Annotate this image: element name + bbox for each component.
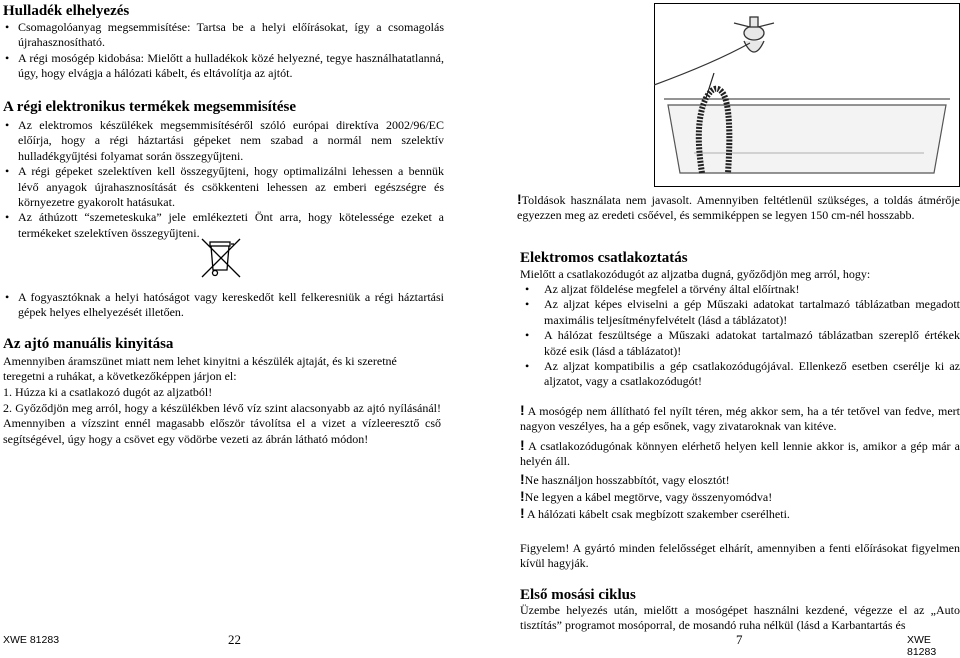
- warning-extension: !Ne használjon hosszabbítót, vagy elosztót!: [520, 471, 730, 487]
- warning-icon: !: [520, 488, 525, 504]
- page-number: 22: [228, 632, 241, 647]
- electric-intro: Mielőtt a csatlakozódugót az aljzatba dugná, győződjön meg arról, hogy:: [520, 267, 871, 281]
- electric-list: [522, 282, 960, 390]
- electric-title: Elektromos csatlakoztatás: [520, 250, 688, 266]
- crossed-bin-icon: [198, 236, 244, 280]
- warning-icon: !: [520, 402, 525, 418]
- list-item: • Csomagolóanyag megsemmisítése: Tartsa be a helyi előírásokat, így a csomagolás újrahasznosítható.: [2, 20, 444, 51]
- list-item: • A régi mosógép kidobása: Mielőtt a hulladékok közé helyezné, tegye használhatatlanná, úgy, hogy elvágja a hálózati kábelt, és eltávolítja az ajtót.: [2, 51, 444, 82]
- waste-list: [2, 20, 444, 82]
- weee-title: A régi elektronikus termékek megsemmisítése: [3, 99, 296, 115]
- warning-icon: !: [520, 437, 525, 453]
- list-item: • Az áthúzott “szemeteskuka” jele emlékezteti Önt arra, hogy kötelessége ezeket a termékeket szelektíven összegyűjteni.: [2, 210, 444, 241]
- first-wash-title: Első mosási ciklus: [520, 587, 636, 603]
- footer-model: XWE 81283: [907, 634, 937, 658]
- door-step-2: 2. Győződjön meg arról, hogy a készülékben lévő víz szint alacsonyabb az ajtó nyílásánál! Amennyiben a vízszint ennél magasabb először távolítsa el a vizet a vízleeresztő cső segítségével, úgy hogy a csövet egy vödörbe vezeti az ábrán látható módon!: [3, 401, 441, 446]
- page-number: 7: [736, 632, 743, 647]
- consumer-list: [2, 290, 444, 321]
- warning-icon: !: [520, 505, 525, 521]
- warning-cable: !Ne legyen a kábel megtörve, vagy összenyomódva!: [520, 488, 773, 504]
- warning-plug-access: ! A csatlakozódugónak könnyen elérhető helyen kell lennie akkor is, amikor a gép már a helyén áll.: [520, 437, 960, 469]
- notice: Figyelem! A gyártó minden felelősséget elhárít, amennyiben a fenti előírásokat figyelmen kívül hagyják.: [520, 541, 960, 571]
- list-item: • Az elektromos készülékek megsemmisítéséről szóló európai direktíva 2002/96/EC előírja, hogy a régi háztartási gépeket nem szabad a normál nem szelektív hulladékgyűjtési folyamat során összegyűjteni.: [2, 118, 444, 164]
- list-item: • A hálózat feszültsége a Műszaki adatokat tartalmazó táblázatban szereplő értékek közé esik (lásd a táblázatot)!: [522, 328, 960, 359]
- first-wash-text: Üzembe helyezés után, mielőtt a mosógépet használni kezdené, végezze el az „Auto tisztítás” programot mosóporral, de mosandó ruha nélkül (lásd a Karbantartás és: [520, 603, 960, 633]
- warning-outdoor: ! A mosógép nem állítható fel nyílt téren, még akkor sem, ha a tér tetővel van fedve, mert nagyon veszélyes, ha a gép esőnek, vagy zivataroknak van kitéve.: [520, 402, 960, 434]
- door-intro: Amennyiben áramszünet miatt nem lehet kinyitni a készülék ajtaját, és ki szeretné teregetni a ruhákat, a következőképpen járjon el:: [3, 354, 397, 384]
- hose-warning: !Toldások használata nem javasolt. Amennyiben feltétlenül szükséges, a toldás átmérője egyezzen meg az eredeti csőével, és semmiképpen se legyen 150 cm-nél hosszabb.: [517, 191, 960, 223]
- drain-hose-illustration: [654, 3, 960, 187]
- list-item: • Az aljzat képes elviselni a gép Műszaki adatokat tartalmazó táblázatban megadott maximális teljesítményfelvételt (lásd a táblázatot)!: [522, 297, 960, 328]
- waste-title: Hulladék elhelyezés: [3, 3, 130, 19]
- door-step-1: 1. Húzza ki a csatlakozó dugót az aljzatból!: [3, 385, 213, 399]
- list-item: • A fogyasztóknak a helyi hatóságot vagy kereskedőt kell felkeresniük a régi háztartási gépek helyes elhelyezését illetően.: [2, 290, 444, 321]
- footer-model: XWE 81283: [3, 634, 60, 646]
- list-item: • A régi gépeket szelektíven kell összegyűjteni, hogy optimalizálni lehessen a bennük lévő anyagok újrahasznosítását és csökkenteni lehessen az emberi egészségre és környezetre gyakorolt hatásukat.: [2, 164, 444, 210]
- weee-list: [2, 118, 444, 241]
- warning-replace: ! A hálózati kábelt csak megbízott szakember cserélheti.: [520, 505, 790, 521]
- list-item: • Az aljzat kompatibilis a gép csatlakozódugójával. Ellenkező esetben cserélje ki az aljzatot, vagy a csatlakozódugót!: [522, 359, 960, 390]
- warning-icon: !: [517, 191, 522, 207]
- list-item: • Az aljzat földelése megfelel a törvény által előírtnak!: [522, 282, 960, 297]
- door-title: Az ajtó manuális kinyitása: [3, 336, 174, 352]
- warning-icon: !: [520, 471, 525, 487]
